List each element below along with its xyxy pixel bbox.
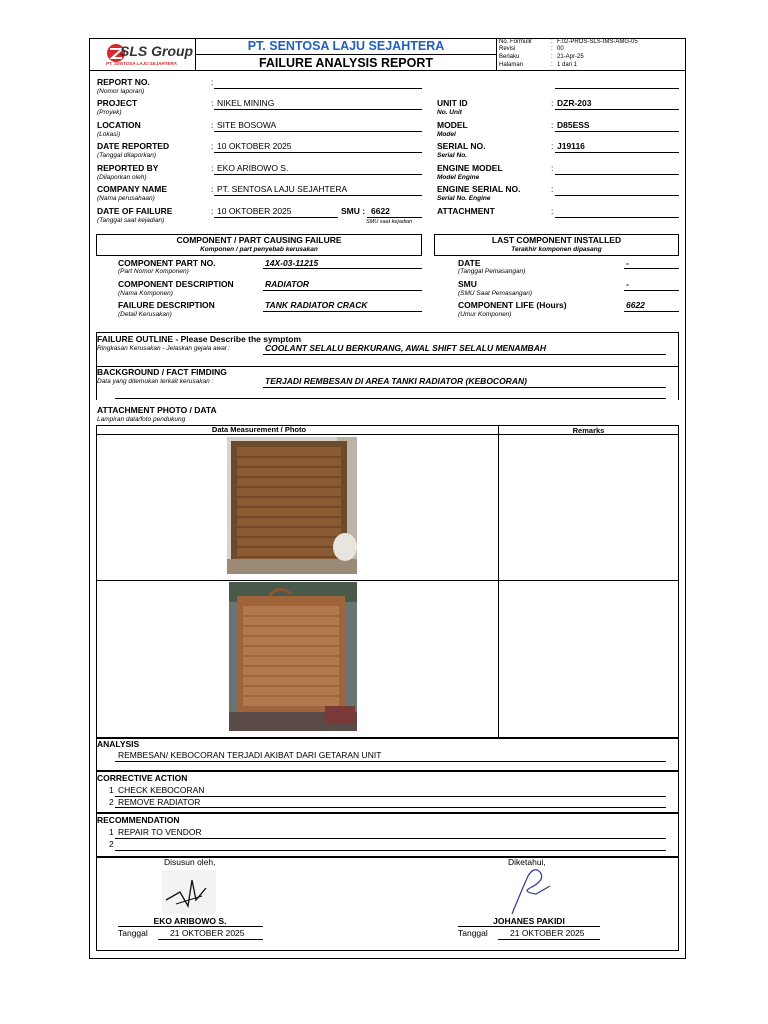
company-name-value[interactable]: PT. SENTOSA LAJU SEJAHTERA (217, 184, 348, 194)
logo-subtext: PT. SENTOSA LAJU SEJAHTERA (106, 61, 177, 66)
meta-label-halaman: Halaman (499, 62, 524, 68)
analysis-line (115, 761, 666, 762)
meta-sep: : (551, 46, 553, 52)
prepared-date[interactable]: 21 OKTOBER 2025 (170, 928, 245, 938)
engine-serial-label: ENGINE SERIAL NO. (437, 184, 521, 194)
meta-sep: : (551, 62, 553, 68)
background-value[interactable]: TERJADI REMBESAN DI AREA TANKI RADIATOR (KEBOCORAN) (265, 376, 527, 386)
unit-id-value[interactable]: DZR-203 (557, 98, 592, 108)
reported-by-label: REPORTED BY (97, 163, 159, 173)
install-smu-label: SMU (458, 279, 477, 289)
prepared-signature (162, 870, 216, 914)
known-date[interactable]: 21 OKTOBER 2025 (510, 928, 585, 938)
smu-value[interactable]: 6622 (371, 206, 390, 216)
failure-outline-title: FAILURE OUTLINE - Please Describe the symptom (97, 334, 302, 344)
date-reported-sub: (Tanggal dilaporkan) (97, 152, 157, 159)
project-label: PROJECT (97, 98, 138, 108)
remarks-column-header: Remarks (572, 426, 605, 435)
unit-id-sub: No. Unit (437, 109, 462, 116)
colon: : (211, 184, 214, 194)
date-reported-line (214, 152, 422, 153)
report-title: FAILURE ANALYSIS REPORT (258, 56, 434, 70)
engine-serial-sub: Serial No. Engine (437, 195, 491, 202)
company-logo (100, 40, 194, 70)
failure-desc-line (263, 311, 422, 312)
known-name-line (458, 926, 600, 927)
colon: : (211, 141, 214, 151)
known-signature (500, 864, 560, 918)
prepared-name-line (118, 926, 263, 927)
part-no-sub: (Part Nomor Komponen) (118, 268, 189, 275)
analysis-title: ANALYSIS (97, 739, 140, 749)
corrective-item-2[interactable]: REMOVE RADIATOR (118, 797, 201, 807)
photo-table (96, 425, 679, 738)
known-by-label: Diketahui, (508, 857, 546, 867)
report-no-line (214, 88, 422, 89)
company-name-sub: (Nama perusahaan) (97, 195, 155, 202)
radiator-photo-2[interactable] (229, 582, 357, 731)
install-smu-value[interactable]: - (626, 279, 629, 289)
colon: : (551, 98, 554, 108)
background-sub: Data yang ditemukan terkait kerusakan : (97, 378, 214, 385)
corrective-no-2: 2 (109, 797, 114, 807)
meta-label-formulir: No. Formulir (499, 39, 533, 45)
project-line (214, 109, 422, 110)
prepared-name: EKO ARIBOWO S. (153, 916, 227, 926)
install-date-sub: (Tanggal Pemasangan) (458, 268, 526, 275)
colon: : (211, 120, 214, 130)
component-desc-sub: (Nama Komponen) (118, 290, 173, 297)
serial-no-sub: Serial No. (437, 152, 467, 159)
part-no-label: COMPONENT PART NO. (118, 258, 216, 268)
failure-outline-sub: Ringkasan Kerusakan - Jelaskan gejala awal : (97, 345, 230, 352)
prepared-date-label: Tanggal (118, 928, 148, 938)
component-desc-label: COMPONENT DESCRIPTION (118, 279, 234, 289)
attachment-photo-sub: Lampiran data/foto pendukung (97, 416, 186, 423)
component-life-value[interactable]: 6622 (626, 300, 645, 310)
install-date-value[interactable]: - (626, 258, 629, 268)
photo-table-row-divider (96, 580, 679, 581)
logo-text: SLS Group (120, 43, 194, 59)
part-no-value[interactable]: 14X-03-11215 (265, 258, 319, 268)
engine-model-label: ENGINE MODEL (437, 163, 503, 173)
component-life-sub: (Umur Komponen) (458, 311, 512, 318)
smu-sub: SMU saat kejadian (366, 219, 413, 225)
reported-by-value[interactable]: EKO ARIBOWO S. (217, 163, 289, 173)
failure-desc-value[interactable]: TANK RADIATOR CRACK (265, 300, 368, 310)
location-line (214, 131, 422, 132)
colon: : (211, 77, 214, 87)
component-subtitle: Komponen / part penyebab kerusakan (200, 246, 318, 253)
last-component-title: LAST COMPONENT INSTALLED (491, 235, 622, 245)
corrective-item-1[interactable]: CHECK KEBOCORAN (118, 785, 205, 795)
component-desc-value[interactable]: RADIATOR (265, 279, 310, 289)
project-value[interactable]: NIKEL MINING (217, 98, 275, 108)
analysis-value[interactable]: REMBESAN/ KEBOCORAN TERJADI AKIBAT DARI GETARAN UNIT (118, 750, 382, 760)
location-value[interactable]: SITE BOSOWA (217, 120, 277, 130)
date-of-failure-value[interactable]: 10 OKTOBER 2025 (217, 206, 292, 216)
engine-model-sub: Model Engine (437, 174, 480, 181)
colon: : (211, 163, 214, 173)
colon: : (551, 163, 554, 173)
colon: : (211, 206, 214, 216)
recommendation-no-1: 1 (109, 827, 114, 837)
component-title: COMPONENT / PART CAUSING FAILURE (176, 235, 342, 245)
failure-outline-line (263, 354, 666, 355)
meta-value-halaman: 1 dari 1 (557, 62, 578, 68)
company-name: PT. SENTOSA LAJU SEJAHTERA (247, 39, 445, 53)
model-sub: Model (437, 131, 456, 138)
meta-sep: : (551, 39, 553, 45)
engine-model-line (555, 174, 679, 175)
meta-value-revisi: 00 (557, 46, 564, 52)
install-smu-line (624, 290, 679, 291)
date-reported-label: DATE REPORTED (97, 141, 170, 151)
install-date-label: DATE (458, 258, 481, 268)
install-smu-sub: (SMU Saat Pemasangan) (458, 290, 533, 297)
attachment-line (555, 217, 679, 218)
prepared-by-label: Disusun oleh, (164, 857, 216, 867)
colon: : (551, 206, 554, 216)
model-value[interactable]: D85ESS (557, 120, 590, 130)
reported-by-sub: (Dilaporkan oleh) (97, 174, 147, 181)
meta-value-berlaku: 21-Apr-25 (557, 54, 584, 60)
recommendation-line-2 (115, 850, 666, 851)
serial-no-line (555, 152, 679, 153)
background-line-1 (263, 387, 666, 388)
known-date-line (498, 939, 600, 940)
component-desc-line (263, 290, 422, 291)
reported-by-line (214, 174, 422, 175)
corrective-title: CORRECTIVE ACTION (97, 773, 188, 783)
date-of-failure-line (214, 217, 338, 218)
report-no-label: REPORT NO. (97, 77, 150, 87)
colon: : (551, 184, 554, 194)
model-line (555, 131, 679, 132)
attachment-label: ATTACHMENT (437, 206, 495, 216)
install-date-line (624, 268, 679, 269)
attachment-photo-title: ATTACHMENT PHOTO / DATA (97, 405, 217, 415)
meta-sep: : (551, 54, 553, 60)
failure-outline-value[interactable]: COOLANT SELALU BERKURANG, AWAL SHIFT SELALU MENAMBAH (265, 343, 546, 353)
project-sub: (Proyek) (97, 109, 122, 116)
date-of-failure-label: DATE OF FAILURE (97, 206, 173, 216)
engine-serial-line (555, 195, 679, 196)
background-line-2 (115, 398, 666, 399)
colon: : (551, 120, 554, 130)
model-label: MODEL (437, 120, 468, 130)
meta-value-formulir: F.02-PROS-SLS-IMS-AMG-05 (557, 39, 638, 45)
last-component-subtitle: Terakhir komponen dipasang (511, 246, 602, 253)
smu-label: SMU : (341, 206, 366, 216)
report-no-sub: (Nomor laporan) (97, 88, 145, 95)
component-life-label: COMPONENT LIFE (Hours) (458, 300, 567, 310)
corrective-line-2 (115, 807, 666, 808)
colon: : (551, 141, 554, 151)
date-of-failure-sub: (Tanggal saat kejadian) (97, 217, 165, 224)
company-name-line (214, 195, 422, 196)
meta-label-berlaku: Berlaku (499, 54, 520, 60)
background-title: BACKGROUND / FACT FIMDING (97, 367, 227, 377)
unit-id-label: UNIT ID (437, 98, 468, 108)
recommendation-no-2: 2 (109, 839, 114, 849)
corrective-no-1: 1 (109, 785, 114, 795)
unit-id-line (555, 109, 679, 110)
photo-column-header: Data Measurement / Photo (211, 425, 307, 434)
prepared-date-line (158, 939, 263, 940)
recommendation-item-1[interactable]: REPAIR TO VENDOR (118, 827, 202, 837)
serial-no-label: SERIAL NO. (437, 141, 486, 151)
radiator-photo-1[interactable] (227, 437, 357, 574)
recommendation-title: RECOMMENDATION (97, 815, 180, 825)
location-sub: (Lokasi) (97, 131, 121, 138)
failure-desc-label: FAILURE DESCRIPTION (118, 300, 215, 310)
part-no-line (263, 268, 422, 269)
meta-label-revisi: Revisi (499, 46, 516, 52)
report-no-right-line (555, 88, 679, 89)
recommendation-line-1 (115, 838, 666, 839)
known-date-label: Tanggal (458, 928, 488, 938)
location-label: LOCATION (97, 120, 141, 130)
known-name: JOHANES PAKIDI (493, 916, 565, 926)
colon: : (211, 98, 214, 108)
company-name-label: COMPANY NAME (97, 184, 168, 194)
failure-desc-sub: (Detail Kerusakan) (118, 311, 172, 318)
component-life-line (624, 311, 679, 312)
photo-table-col-divider (498, 425, 499, 738)
serial-no-value[interactable]: J19116 (557, 141, 585, 151)
date-reported-value[interactable]: 10 OKTOBER 2025 (217, 141, 292, 151)
